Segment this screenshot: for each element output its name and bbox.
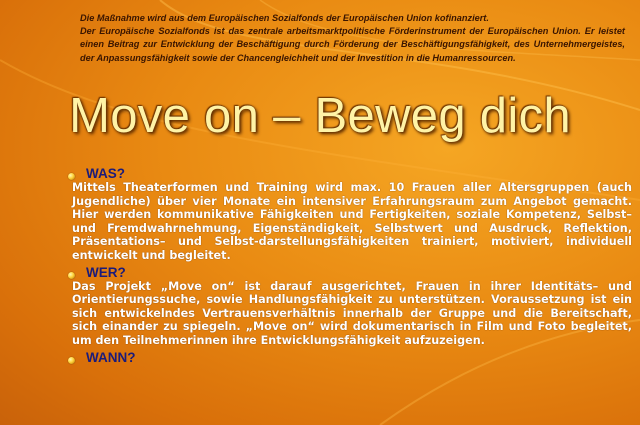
esf-description-paragraph: Der Europäische Sozialfonds ist das zentrale arbeitsmarktpolitische Förderinstrument der Europäischen Union. Er leistet einen Beitrag zur Entwicklung der Beschäftigung durch Förderung der Beschäftigungsfähigkeit, des Unternehmergeistes, der Anpassungsfähigkeit sowie der Chancengleichheit und der Investition in die Humanressourcen. [80,26,625,63]
section-body: Das Projekt „Move on“ ist darauf ausgerichtet, Frauen in ihrer Identitäts– und Orientierungssuche, sowie Handlungsfähigkeit zu unterstützen. Voraussetzung ist ein sich entwickelndes Vertrauensverhältnis innerhalb der Gruppe und die Bereitschaft, sich einander zu spiegeln. „Move on“ wird dokumentarisch in Film und Foto begleitet, um den Teilnehmerinnen ihre Entwicklungsfähigkeit aufzuzeigen. [72,279,632,347]
bullet-icon [68,272,75,279]
section-heading: WAS? [86,166,125,181]
esf-funding-notice [80,12,625,65]
section-wer [72,265,632,348]
section-was [72,166,632,263]
project-sections [72,166,632,365]
bullet-icon [68,357,75,364]
section-wann [72,350,632,365]
section-heading: WER? [86,264,126,280]
section-heading: WANN? [86,349,136,365]
esf-cofinancing-line: Die Maßnahme wird aus dem Europäischen Sozialfonds der Europäischen Union kofinanziert. [80,13,489,23]
bullet-icon [68,173,75,180]
page-title: Move on – Beweg dich [69,89,571,143]
section-body: Mittels Theaterformen und Training wird max. 10 Frauen aller Altersgruppen (auch Jugendliche) über vier Monate ein intensiver Erfahrungsraum zum Angebot gemacht. Hier werden kommunikative Fähigkeiten und Fertigkeiten, soziale Kompetenz, Selbst– und Fremdwahrnehmung, Eigenständigkeit, Selbstwert und Ausdruck, Reflektion, Präsentations– und Selbst-darstellungsfähigkeiten trainiert, motiviert, individuell entwickelt und begleitet. [72,181,632,262]
